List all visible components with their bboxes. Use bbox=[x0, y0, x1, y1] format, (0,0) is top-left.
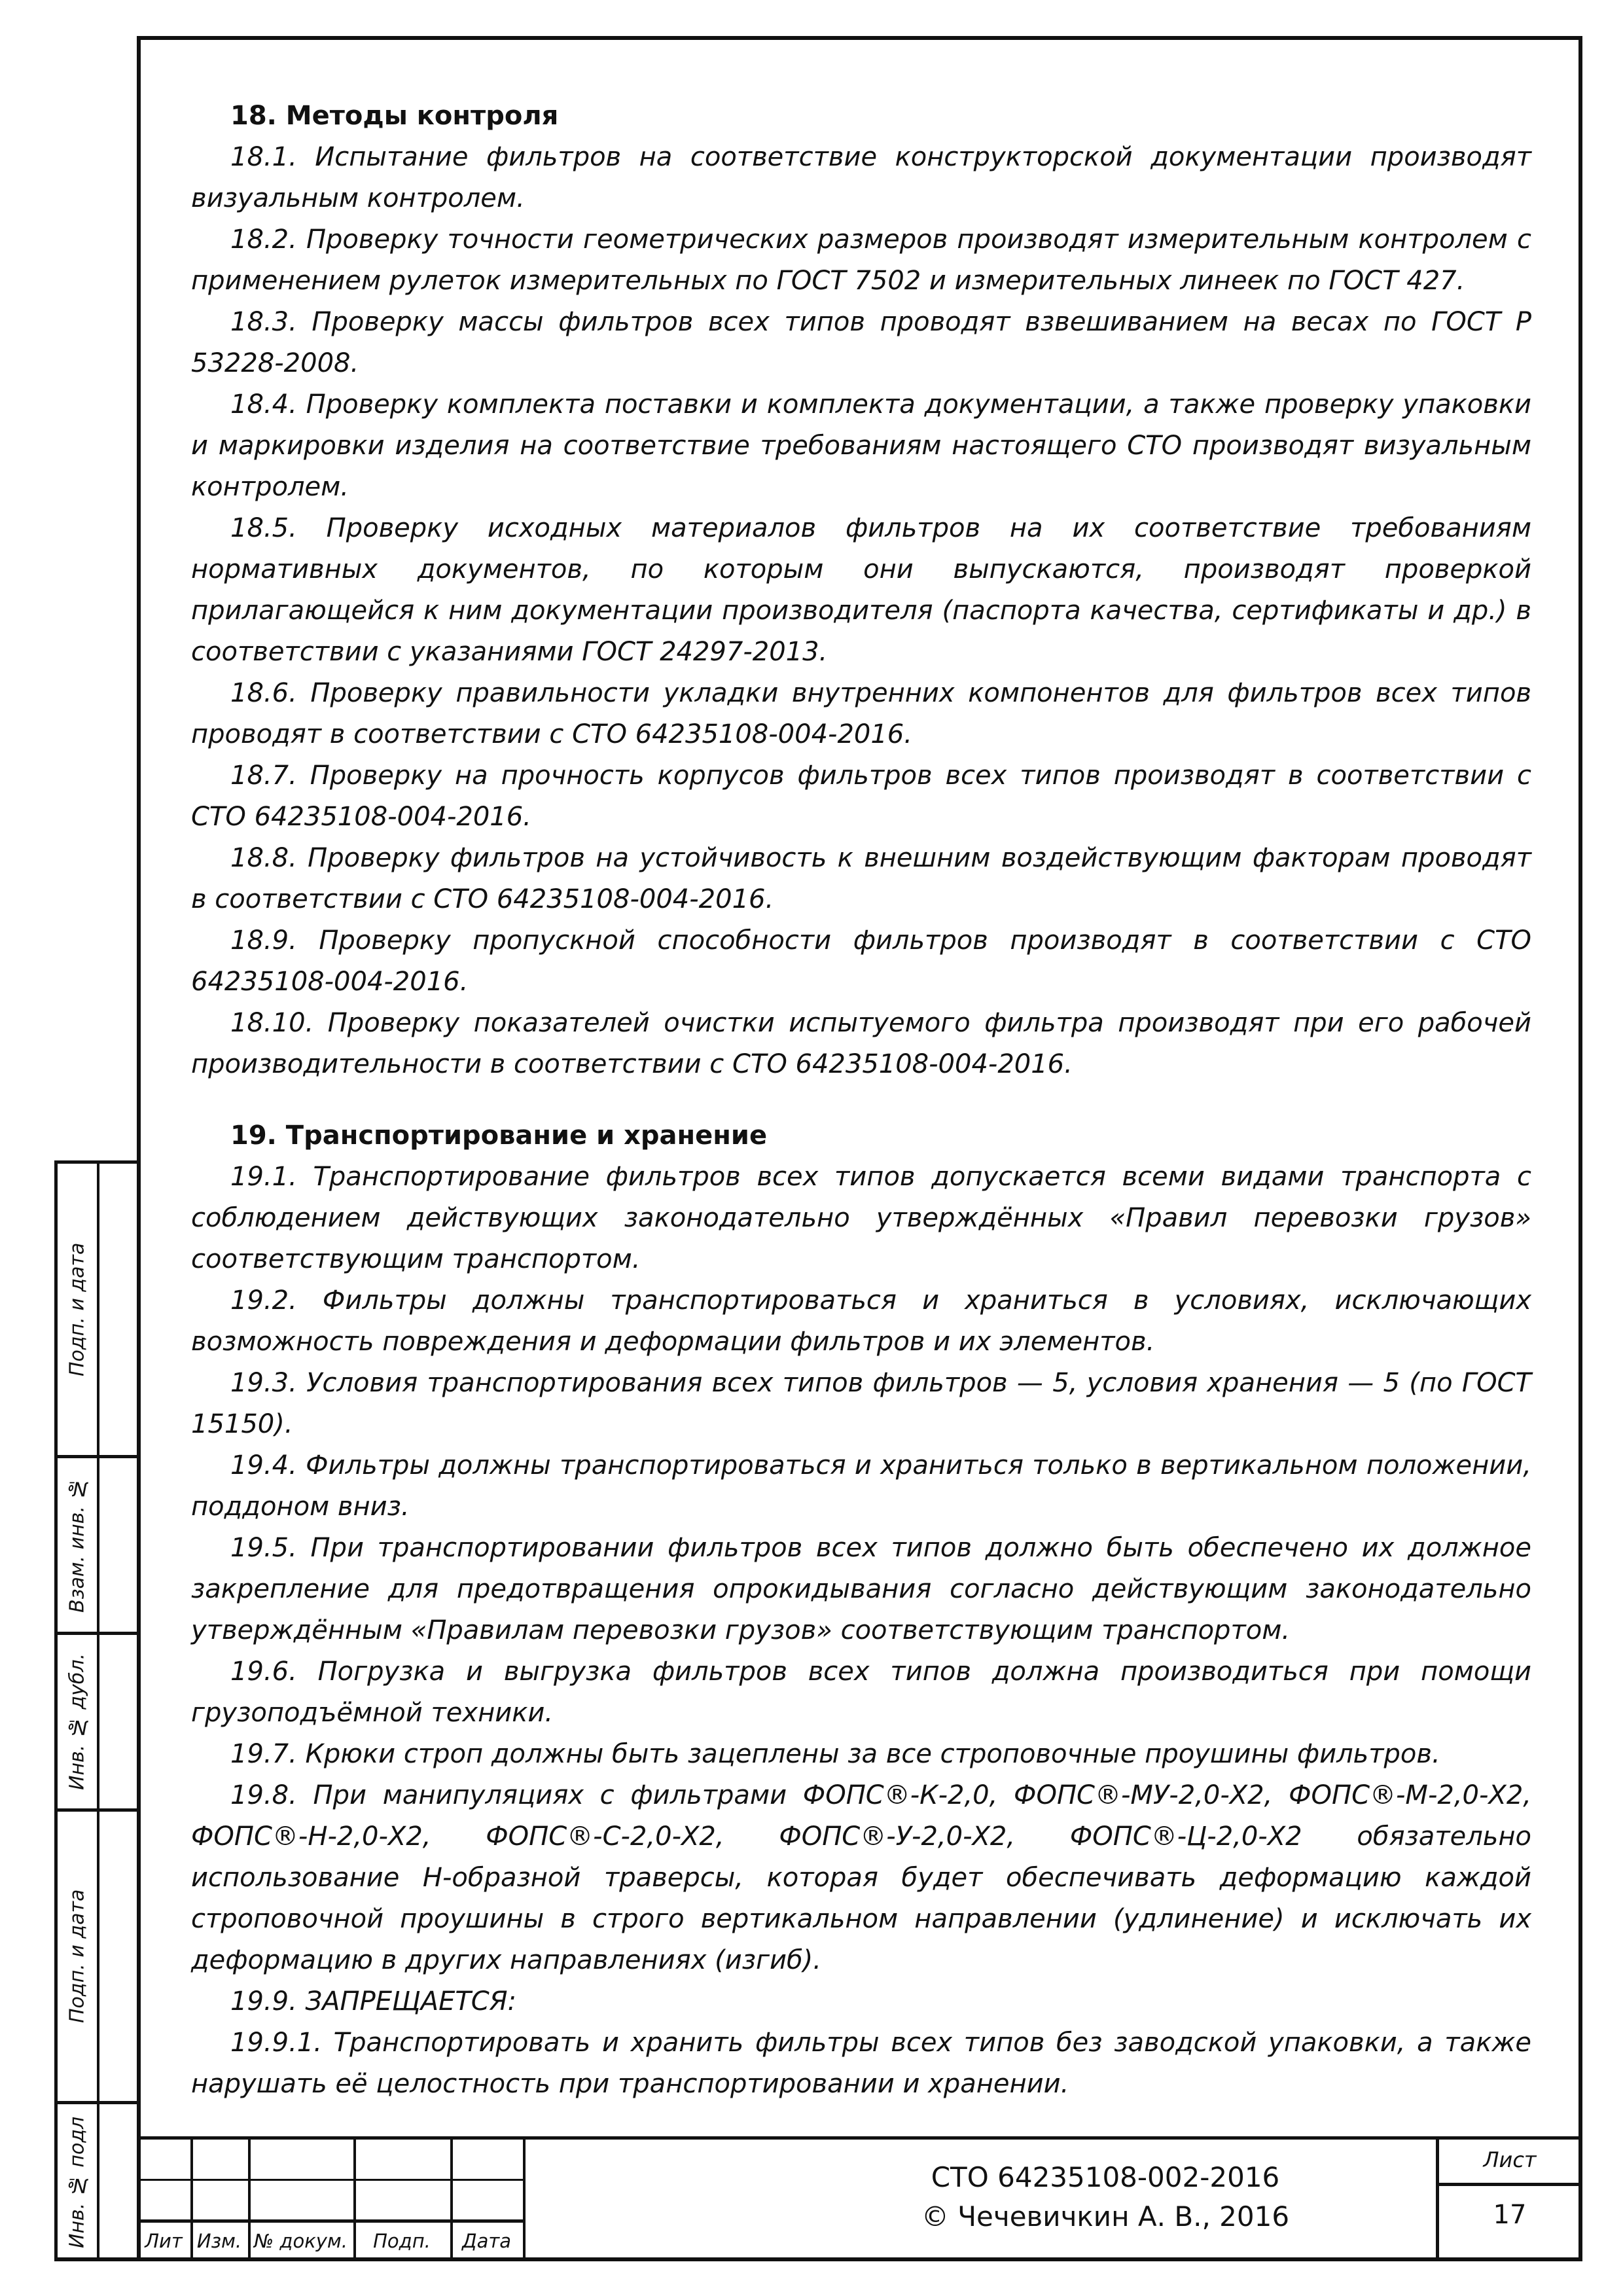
paragraph: 18.8. Проверку фильтров на устойчивость к внешним воздействующим факторам проводят в соответствии с СТО 64235108-004-2016. bbox=[191, 843, 1531, 914]
paragraph: 18.3. Проверку массы фильтров всех типов проводят взвешиванием на весах по ГОСТ Р 53228-2008. bbox=[191, 307, 1531, 378]
side-cell-sign-date-bottom bbox=[58, 1812, 137, 2104]
side-label: Инв. № подл bbox=[65, 2116, 89, 2249]
paragraph: 18.2. Проверку точности геометрических размеров производят измерительным контролем с применением рулеток измерительных по ГОСТ 7502 и измерительных линеек по ГОСТ 427. bbox=[191, 224, 1531, 296]
side-label: Подп. и дата bbox=[65, 1242, 89, 1376]
sheet-number: 17 bbox=[1493, 2200, 1527, 2230]
col-label-lit: Лит bbox=[145, 2230, 183, 2252]
side-label: Инв. № дубл. bbox=[65, 1653, 89, 1791]
document-designation bbox=[909, 2158, 1302, 2236]
paragraph: 19.1. Транспортирование фильтров всех типов допускается всеми видами транспорта с соблюдением действующих законодательно утверждённых «Правил перевозки грузов» соответствующим транспортом. bbox=[191, 1162, 1531, 1274]
copyright: © Чечевичкин А. В., 2016 bbox=[921, 2200, 1290, 2233]
side-stamp bbox=[54, 1160, 137, 2261]
paragraph: 19.6. Погрузка и выгрузка фильтров всех типов должна производиться при помощи грузоподъёмной техники. bbox=[191, 1657, 1531, 1728]
document-body bbox=[191, 96, 1531, 2105]
paragraph: 19.3. Условия транспортирования всех типов фильтров — 5, условия хранения — 5 (по ГОСТ 15150). bbox=[191, 1368, 1531, 1439]
side-label: Взам. инв. № bbox=[65, 1477, 89, 1613]
side-cell-dup-inv bbox=[58, 1635, 137, 1812]
paragraph: 18.9. Проверку пропускной способности фильтров производят в соответствии с СТО 64235108-004-2016. bbox=[191, 925, 1531, 997]
col-label-sign: Подп. bbox=[373, 2230, 431, 2252]
paragraph: 19.4. Фильтры должны транспортироваться и храниться только в вертикальном положении, поддоном вниз. bbox=[191, 1450, 1531, 1522]
paragraph: 19.9. ЗАПРЕЩАЕТСЯ: bbox=[230, 1986, 516, 2017]
paragraph: 18.5. Проверку исходных материалов фильтров на их соответствие требованиям нормативных документов, по которым они выпускаются, производят проверкой прилагающейся к ним документации производителя (паспорта качества, сертификаты и др.) в соответствии с указаниями ГОСТ 24297-2013. bbox=[191, 513, 1531, 667]
doc-code: СТО 64235108-002-2016 bbox=[931, 2161, 1280, 2193]
paragraph: 18.10. Проверку показателей очистки испытуемого фильтра производят при его рабочей производительности в соответствии с СТО 64235108-004-2016. bbox=[191, 1008, 1531, 1079]
section-heading: 18. Методы контроля bbox=[230, 101, 559, 131]
paragraph: 18.6. Проверку правильности укладки внутренних компонентов для фильтров всех типов проводят в соответствии с СТО 64235108-004-2016. bbox=[191, 678, 1531, 749]
side-cell-orig-inv bbox=[58, 2104, 137, 2261]
paragraph: 19.9.1. Транспортировать и хранить фильтры всех типов без заводской упаковки, а также нарушать её целостность при транспортировании и хранении. bbox=[191, 2028, 1531, 2099]
section-heading: 19. Транспортирование и хранение bbox=[230, 1121, 768, 1151]
col-label-change: Изм. bbox=[196, 2230, 242, 2252]
paragraph: 19.8. При манипуляциях с фильтрами ФОПС®-К-2,0, ФОПС®-МУ-2,0-Х2, ФОПС®-М-2,0-Х2, ФОПС®-Н-2,0-Х2, ФОПС®-С-2,0-Х2, ФОПС®-У-2,0-Х2, ФОПС®-Ц-2,0-Х2 обязательно использование Н-образной траверсы, которая будет обеспечивать деформацию каждой строповочной проушины в строго вертикальном направлении (удлинение) и исключать их деформацию в других направлениях (изгиб). bbox=[191, 1780, 1531, 1975]
col-label-date: Дата bbox=[461, 2230, 512, 2252]
sheet-label: Лист bbox=[1483, 2147, 1537, 2172]
paragraph: 18.4. Проверку комплекта поставки и комплекта документации, а также проверку упаковки и маркировки изделия на соответствие требованиям настоящего СТО производят визуальным контролем. bbox=[191, 389, 1531, 502]
side-cell-replace-inv bbox=[58, 1458, 137, 1635]
side-label: Подп. и дата bbox=[65, 1889, 89, 2024]
title-block bbox=[137, 2136, 1582, 2261]
paragraph: 18.7. Проверку на прочность корпусов фильтров всех типов производят в соответствии с СТО 64235108-004-2016. bbox=[191, 761, 1531, 832]
paragraph: 19.7. Крюки строп должны быть зацеплены за все строповочные проушины фильтров. bbox=[230, 1739, 1440, 1769]
paragraph: 18.1. Испытание фильтров на соответствие конструкторской документации производят визуальным контролем. bbox=[191, 142, 1531, 213]
paragraph: 19.5. При транспортировании фильтров всех типов должно быть обеспечено их должное закрепление для предотвращения опрокидывания согласно действующим законодательно утверждённым «Правилам перевозки грузов» соответствующим транспортом. bbox=[191, 1533, 1531, 1645]
col-label-doc-number: № докум. bbox=[254, 2230, 348, 2252]
paragraph: 19.2. Фильтры должны транспортироваться и храниться в условиях, исключающих возможность повреждения и деформации фильтров и их элементов. bbox=[191, 1285, 1531, 1357]
side-cell-sign-date-top bbox=[58, 1164, 137, 1458]
